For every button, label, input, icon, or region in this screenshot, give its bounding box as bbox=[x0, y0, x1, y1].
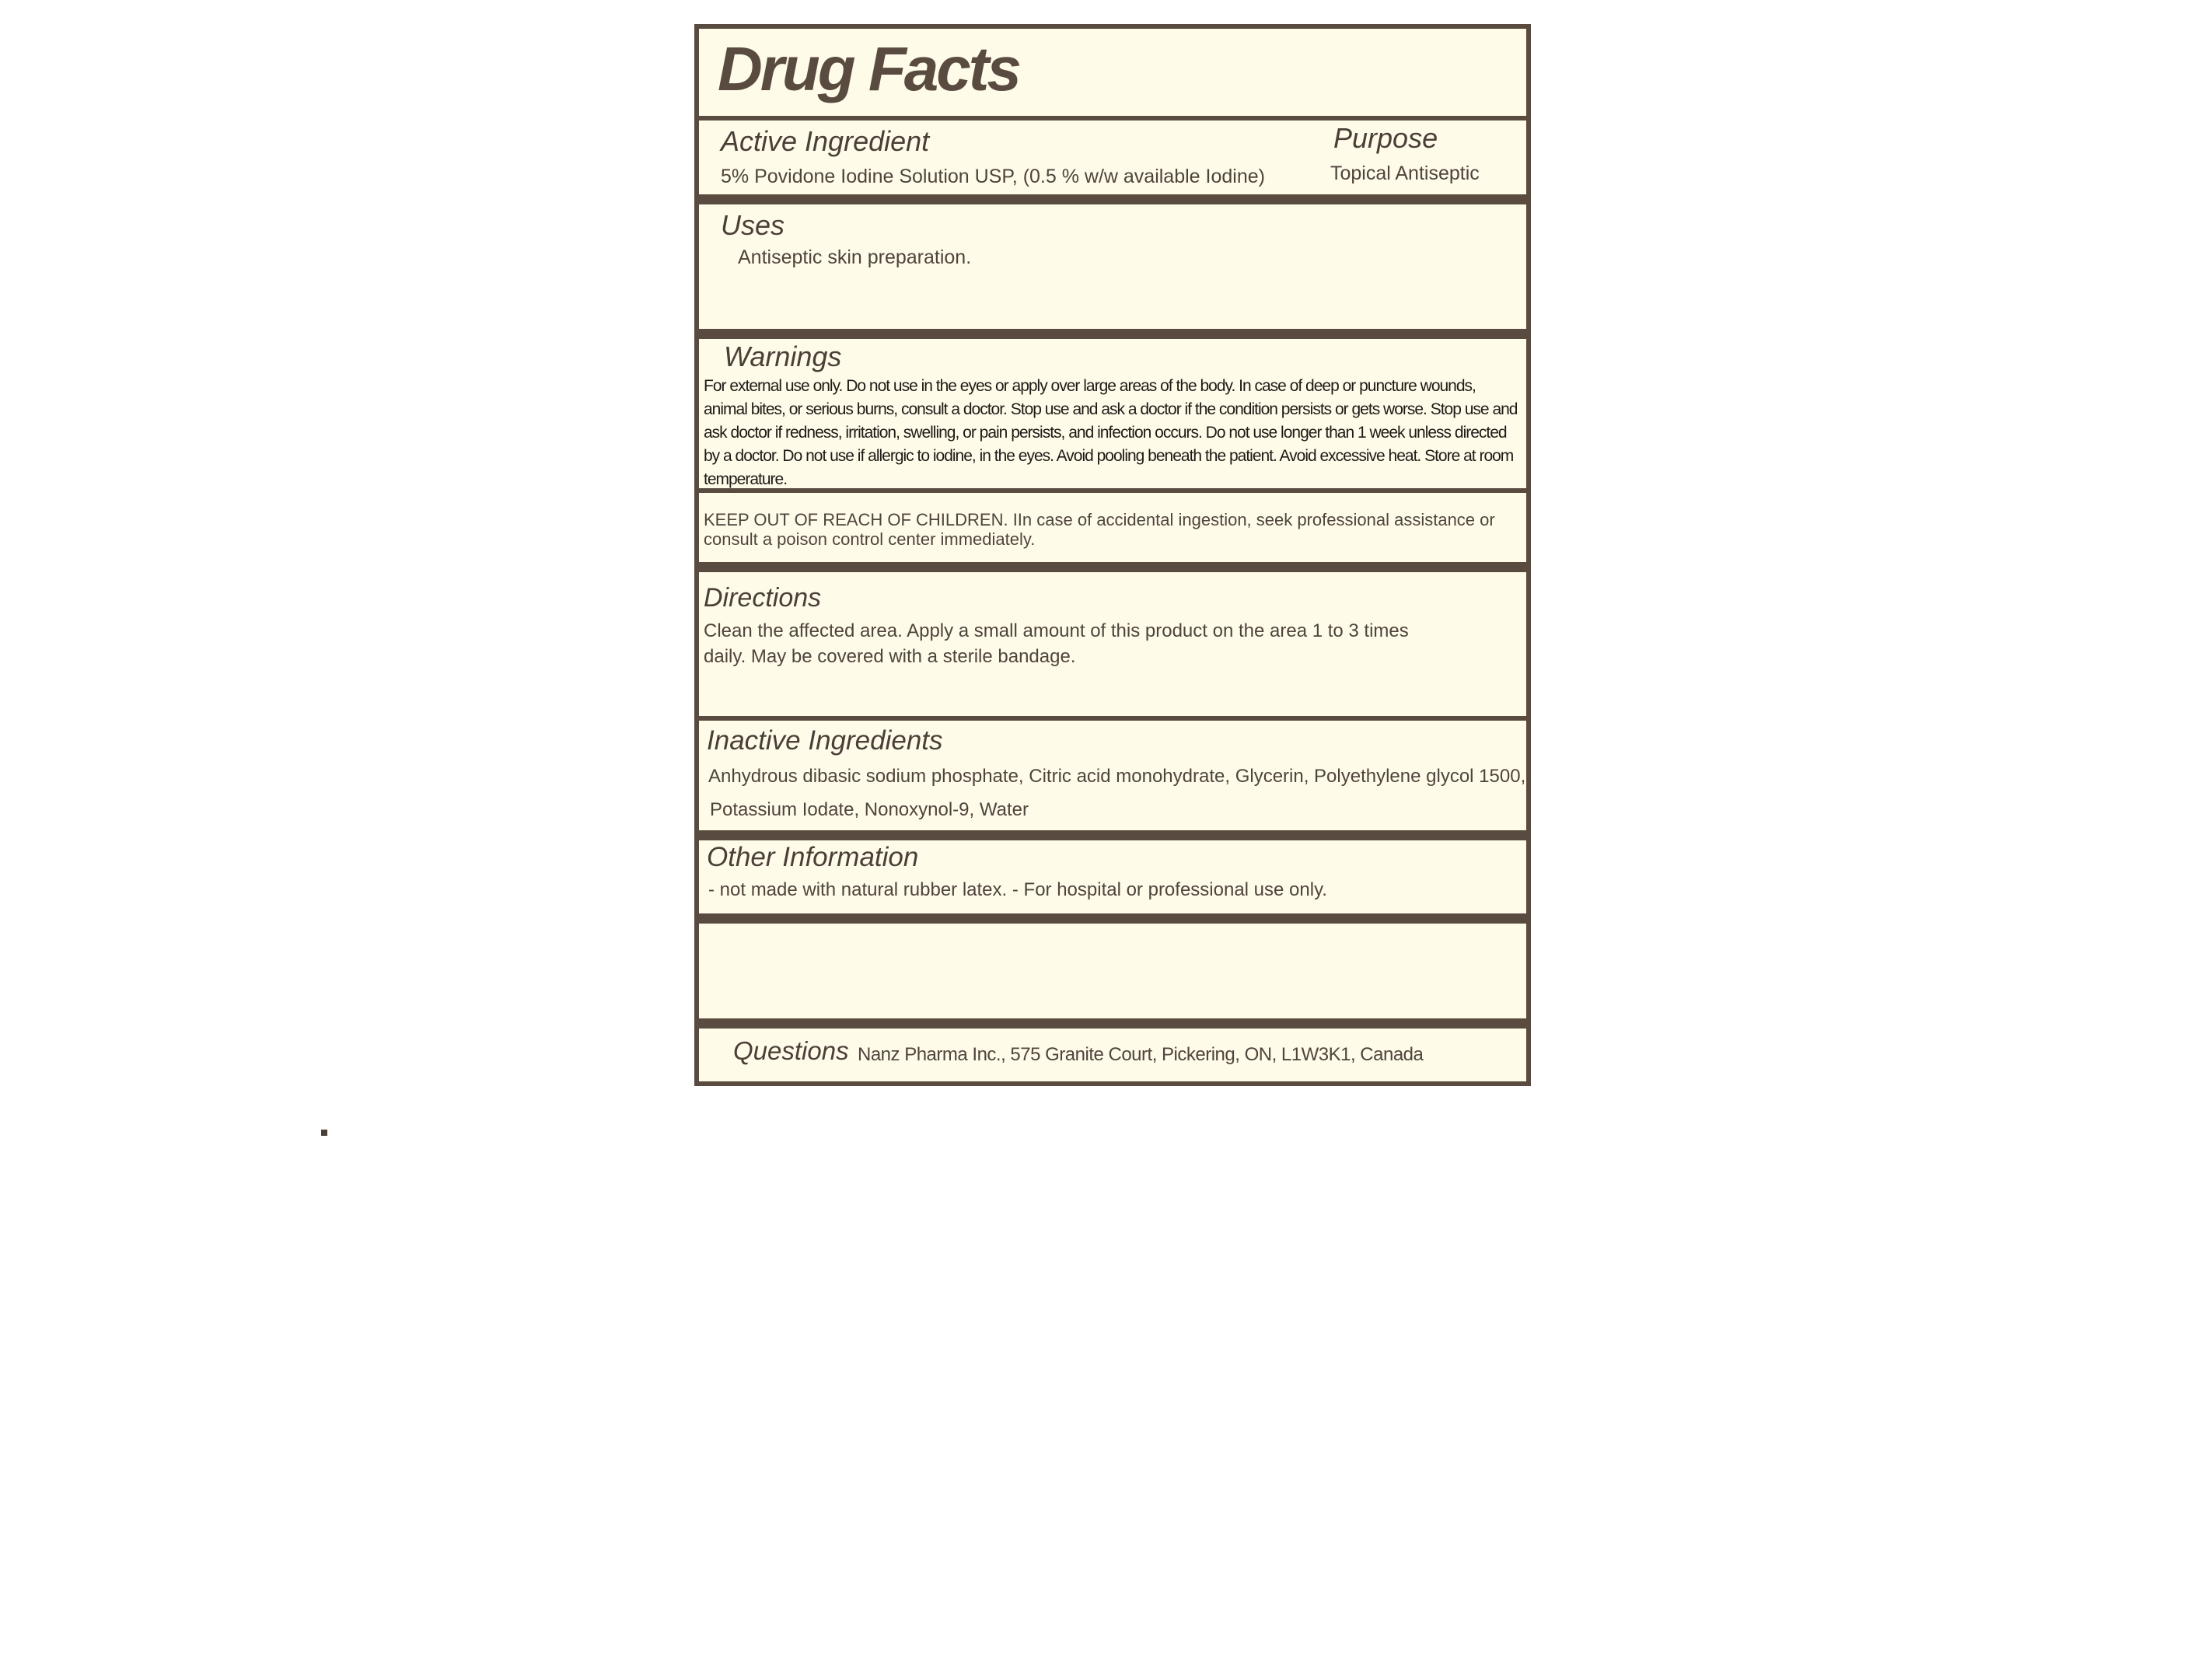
warnings-text: For external use only. Do not use in the eyes or apply over large areas of the body. In case of deep or puncture wounds, animal bites, or serious burns, consult a doctor. Stop use and ask a doctor if the condition persists or gets worse. Stop use and ask doctor if redness, irritation, swelling, or pain persists, and infection occurs. Do not use longer than 1 week unless directed by a doctor. Do not use if allergic to iodine, in the eyes. Avoid pooling beneath the patient. Avoid excessive heat. Store at room temperature. bbox=[704, 377, 1518, 488]
uses-text: Antiseptic skin preparation. bbox=[738, 246, 972, 268]
active-ingredient-text: 5% Povidone Iodine Solution USP, (0.5 % w/w available Iodine) bbox=[721, 166, 1265, 187]
other-information-heading: Other Information bbox=[707, 842, 919, 872]
directions-heading: Directions bbox=[704, 583, 822, 613]
uses-heading: Uses bbox=[721, 209, 785, 241]
keep-out-section bbox=[699, 493, 1526, 562]
directions-line-1: Clean the affected area. Apply a small amount of this product on the area 1 to 3 times bbox=[704, 620, 1409, 641]
uses-section bbox=[699, 204, 1526, 329]
stray-dot bbox=[321, 1130, 327, 1136]
warnings-heading: Warnings bbox=[724, 341, 842, 372]
inactive-ingredients-line-2: Potassium Iodate, Nonoxynol-9, Water bbox=[710, 799, 1029, 820]
inactive-ingredients-line-1: Anhydrous dibasic sodium phosphate, Citric acid monohydrate, Glycerin, Polyethylene glycol 1500, bbox=[708, 766, 1526, 787]
questions-heading: Questions bbox=[733, 1036, 849, 1065]
directions-section bbox=[699, 572, 1526, 716]
other-information-text: - not made with natural rubber latex. - For hospital or professional use only. bbox=[708, 879, 1327, 900]
warnings-section bbox=[699, 339, 1526, 488]
inactive-ingredients-heading: Inactive Ingredients bbox=[707, 725, 943, 756]
questions-section bbox=[699, 1029, 1526, 1081]
title-section bbox=[699, 29, 1526, 116]
questions-text: Nanz Pharma Inc., 575 Granite Court, Pickering, ON, L1W3K1, Canada bbox=[858, 1044, 1424, 1065]
drug-facts-title: Drug Facts bbox=[718, 34, 1019, 103]
keep-out-text: KEEP OUT OF REACH OF CHILDREN. IIn case of accidental ingestion, seek professional assistance or consult a poison control center immediately. bbox=[704, 510, 1495, 549]
other-information-section bbox=[699, 840, 1526, 913]
active-ingredient-heading: Active Ingredient bbox=[721, 125, 930, 157]
purpose-text: Topical Antiseptic bbox=[1330, 162, 1480, 184]
active-ingredient-section bbox=[699, 120, 1526, 194]
directions-line-2: daily. May be covered with a sterile bandage. bbox=[704, 646, 1076, 667]
empty-section bbox=[699, 924, 1526, 1018]
drug-facts-label bbox=[694, 24, 1531, 1086]
inactive-ingredients-section bbox=[699, 721, 1526, 830]
purpose-heading: Purpose bbox=[1333, 122, 1438, 154]
